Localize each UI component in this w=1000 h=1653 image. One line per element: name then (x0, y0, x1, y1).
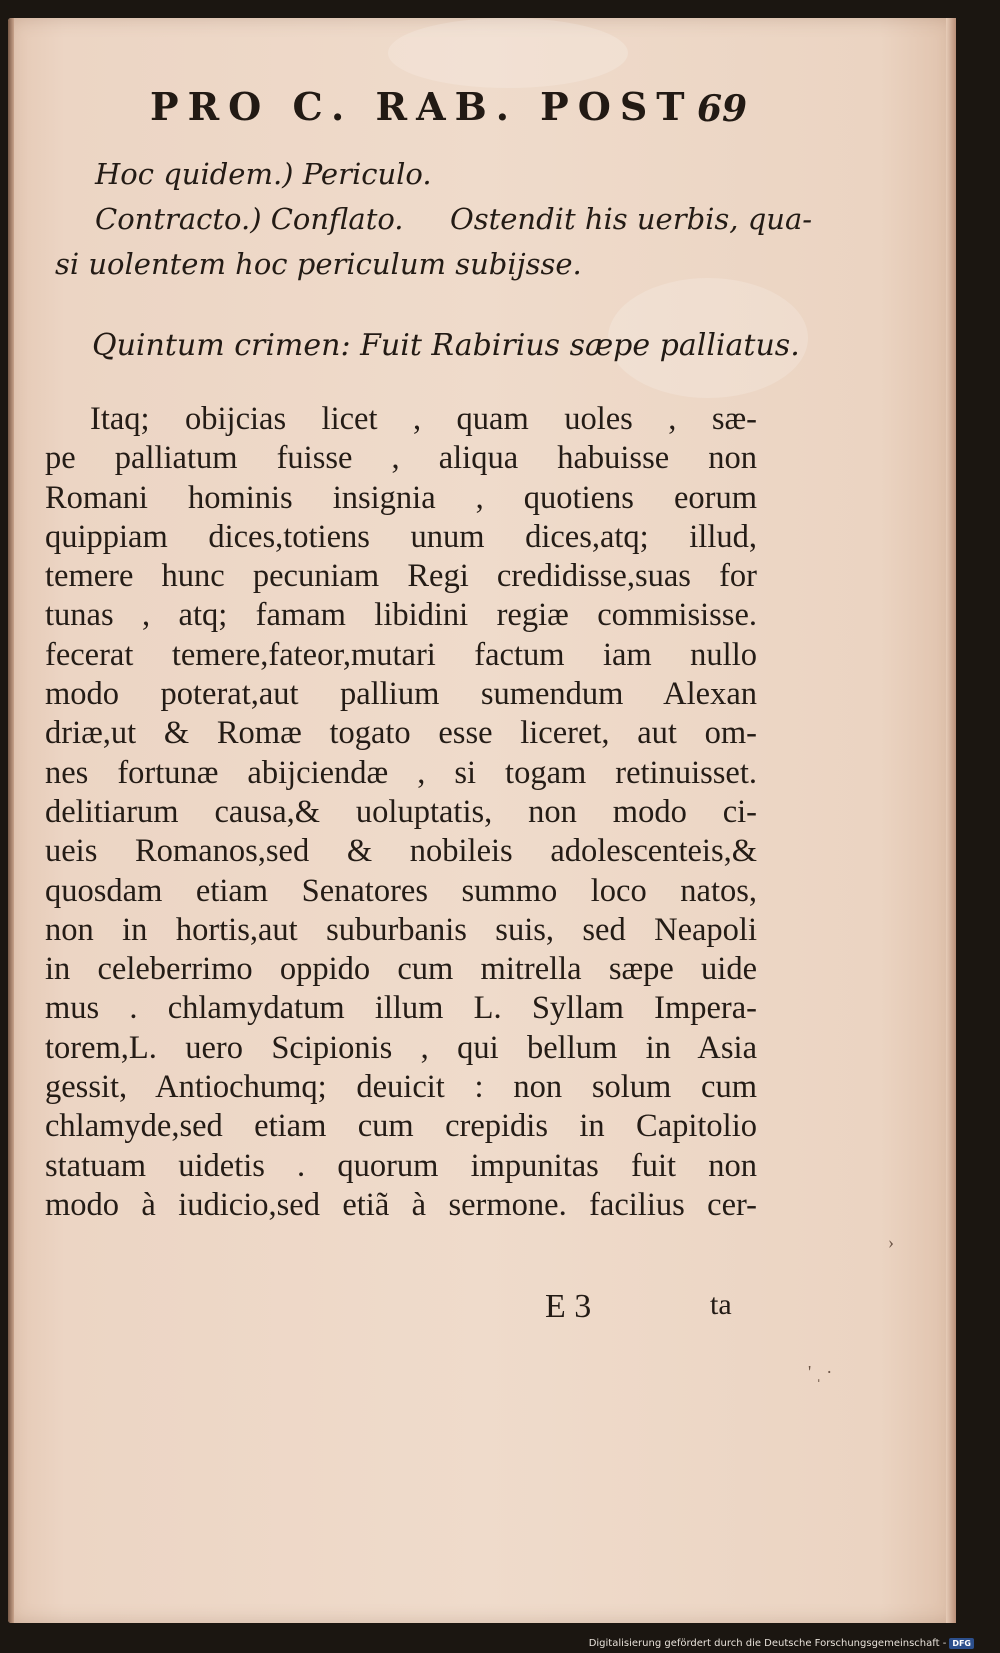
dfg-logo-icon: DFG (949, 1638, 974, 1649)
catchword: ta (710, 1288, 732, 1321)
note-lemma: Contracto.) (95, 202, 262, 236)
body-text (45, 400, 765, 1225)
digitization-credit (589, 1638, 974, 1649)
text-line: nes fortunæ abijciendæ , si togam retinuisset. (45, 754, 757, 791)
text-line: modo poterat,aut pallium sumendum Alexan (45, 676, 757, 713)
text-line: chlamyde,sed etiam cum crepidis in Capitolio (45, 1108, 757, 1145)
note-lemma: Hoc quidem.) (95, 157, 294, 191)
text-line: quippiam dices,totiens unum dices,atq; illud, (45, 518, 757, 555)
note-text: si uolentem hoc periculum subijsse. (55, 247, 582, 281)
text-line: gessit, Antiochumq; deuicit : non solum cum (45, 1069, 757, 1106)
text-line: mus . chlamydatum illum L. Syllam Impera- (45, 990, 757, 1027)
section-heading: Quintum crimen: Fuit Rabirius sæpe palliatus. (92, 328, 800, 363)
paper-stain (388, 18, 628, 88)
note-line (95, 197, 813, 242)
signature-mark: E 3 (545, 1288, 592, 1325)
text-line: fecerat temere,fateor,mutari factum iam nullo (45, 636, 757, 673)
text-line: in celeberrimo oppido cum mitrella sæpe uide (45, 951, 757, 988)
running-head: PRO C. RAB. POST (150, 84, 694, 129)
note-line (95, 152, 775, 197)
note-line (55, 242, 775, 287)
margin-mark: ' ˌ · (808, 1362, 833, 1382)
text-line: Itaq; obijcias licet , quam uoles , sæ- (90, 401, 757, 437)
text-line: quosdam etiam Senatores summo loco natos, (45, 872, 757, 909)
text-line: modo à iudicio,sed etiã à sermone. facilius cer- (45, 1186, 757, 1223)
text-line: temere hunc pecuniam Regi credidisse,suas for (45, 558, 757, 595)
note-text: Ostendit his uerbis, qua- (449, 202, 813, 236)
margin-mark: › (888, 1232, 894, 1252)
text-line: torem,L. uero Scipionis , qui bellum in Asia (45, 1029, 757, 1066)
credit-text: Digitalisierung gefördert durch die Deutsche Forschungsgemeinschaft - (588, 1638, 947, 1649)
text-line: non in hortis,aut suburbanis suis, sed Neapoli (45, 911, 757, 948)
text-line: delitiarum causa,& uoluptatis, non modo ci- (45, 793, 757, 830)
text-line: pe palliatum fuisse , aliqua habuisse non (45, 440, 757, 477)
text-line: driæ,ut & Romæ togato esse liceret, aut om- (45, 715, 757, 752)
marginal-notes (55, 152, 813, 287)
folio-number: 69 (697, 88, 748, 130)
text-line: ueis Romanos,sed & nobileis adolescenteis,& (45, 833, 757, 870)
note-gloss: Periculo. (302, 157, 432, 191)
page-right-edge (946, 18, 956, 1623)
text-line: tunas , atq; famam libidini regiæ commisisse. (45, 597, 757, 634)
page-left-edge (8, 18, 14, 1623)
text-line: Romani hominis insignia , quotiens eorum (45, 479, 757, 516)
note-gloss: Conflato. (270, 202, 404, 236)
text-line: statuam uidetis . quorum impunitas fuit non (45, 1147, 757, 1184)
